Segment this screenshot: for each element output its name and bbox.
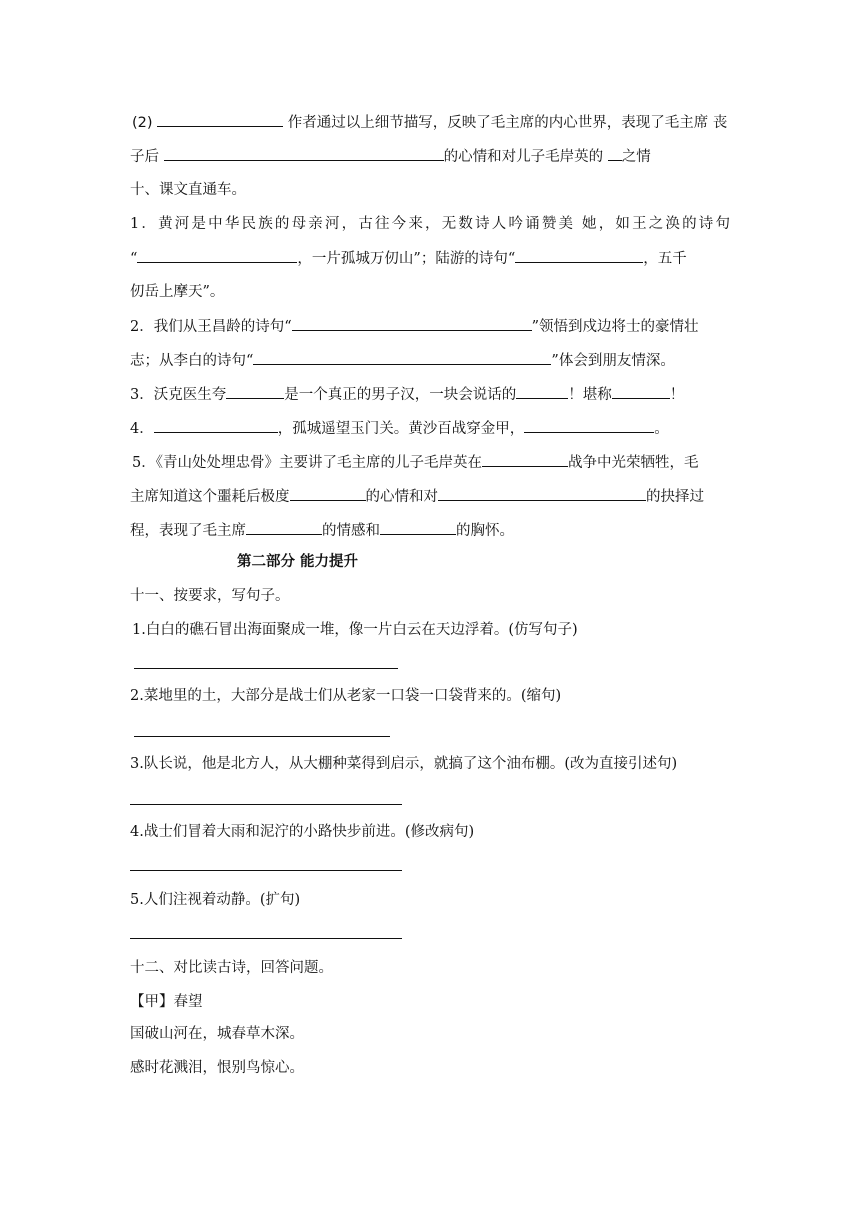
- s10-item2-text-2: ”领悟到戍边将士的豪情壮: [531, 319, 699, 335]
- q2-number: (2): [132, 115, 153, 131]
- s10-item5-text-2: 战争中光荣牺牲，毛: [567, 455, 699, 471]
- s10-item3-blank-3[interactable]: [612, 384, 670, 399]
- s10-item2-text-3: 志；从李白的诗句“: [130, 353, 254, 369]
- s10-item5-line3: [130, 520, 730, 541]
- s10-item4-blank-1[interactable]: [154, 418, 278, 433]
- s11-answer-line-4[interactable]: [130, 870, 402, 871]
- s11-answer-line-2[interactable]: [134, 736, 390, 737]
- s11-question-5: 5.人们注视着动静。(扩句): [130, 892, 301, 908]
- q2-text-2: 子后: [130, 149, 159, 165]
- s11-question-1: 1.白白的礁石冒出海面聚成一堆，像一片白云在天边浮着。(仿写句子): [132, 622, 578, 638]
- s10-item3-text-2: 是一个真正的男子汉，一块会说话的: [284, 387, 517, 403]
- s10-item5-text-8: 的胸怀。: [456, 523, 514, 539]
- s10-item4-text-2: ，孤城遥望玉门关。黄沙百战穿金甲，: [277, 421, 525, 437]
- q2-text-3: 的心情和对儿子毛岸英的: [443, 149, 604, 165]
- s10-item3-line: [130, 384, 730, 405]
- q2-blank-2[interactable]: [164, 146, 444, 161]
- s10-item5-blank-2[interactable]: [290, 486, 366, 501]
- s10-item1-blank-2[interactable]: [515, 248, 643, 263]
- s10-item1-quote-open: “: [130, 251, 138, 267]
- s10-item1-line3: 仞岳上摩天”。: [130, 284, 225, 300]
- s10-item5-text-1: 5．《青山处处埋忠骨》主要讲了毛主席的儿子毛岸英在: [132, 455, 482, 471]
- s10-item5-blank-3[interactable]: [438, 486, 646, 501]
- s10-item5-blank-4[interactable]: [246, 520, 322, 535]
- s10-item2-text-4: ”体会到朋友情深。: [551, 353, 675, 369]
- s10-item2-text-1: 2．我们从王昌龄的诗句“: [130, 319, 292, 335]
- s11-answer-line-3[interactable]: [130, 804, 402, 805]
- q2-blank-1[interactable]: [157, 112, 283, 127]
- section-12-title: 十二、对比读古诗，回答问题。: [130, 960, 333, 976]
- s10-item2-line2: [130, 350, 730, 371]
- s10-item3-blank-2[interactable]: [516, 384, 568, 399]
- poem-line-1: 国破山河在，城春草木深。: [130, 1026, 304, 1042]
- s11-answer-line-1[interactable]: [134, 668, 398, 669]
- section-11-title: 十一、按要求，写句子。: [130, 588, 290, 604]
- s10-item3-text-3: ！堪称: [568, 387, 612, 403]
- s10-item4-blank-2[interactable]: [524, 418, 654, 433]
- s10-item5-blank-5[interactable]: [380, 520, 456, 535]
- s10-item1-line2: [130, 248, 730, 269]
- s11-answer-line-5[interactable]: [130, 938, 402, 939]
- section-10-title: 十、课文直通车。: [130, 182, 246, 198]
- s10-item1-line1: 1．黄河是中华民族的母亲河，古往今来，无数诗人吟诵赞美 她，如王之涣的诗句: [130, 216, 730, 232]
- q2-text-1: 作者通过以上细节描写，反映了毛主席的内心世界，表现了毛主席 丧: [287, 115, 728, 131]
- q2-line-2: [130, 146, 730, 167]
- s10-item3-text-4: ！: [669, 387, 685, 403]
- s10-item1-blank-1[interactable]: [137, 248, 297, 263]
- s10-item5-text-5: 的抉择过: [646, 489, 704, 505]
- q2-line-1: [132, 112, 732, 133]
- s11-question-4: 4.战士们冒着大雨和泥泞的小路快步前进。(修改病句): [130, 824, 475, 840]
- q2-blank-3[interactable]: [608, 146, 622, 161]
- s10-item1-text-2: ，一片孤城万仞山”；陆游的诗句“: [297, 251, 516, 267]
- q2-text-4: 之情: [621, 149, 651, 165]
- s10-item2-blank-2[interactable]: [253, 350, 551, 365]
- s10-item5-text-4: 的心情和对: [365, 489, 438, 505]
- poem-line-2: 感时花溅泪，恨别鸟惊心。: [130, 1060, 304, 1076]
- s10-item5-line1: [132, 452, 732, 473]
- s10-item3-text-1: 3．沃克医生夸: [130, 387, 227, 403]
- s10-item4-line: [130, 418, 730, 439]
- s10-item5-text-7: 的情感和: [322, 523, 380, 539]
- part-2-heading: 第二部分 能力提升: [237, 554, 359, 570]
- s10-item5-text-3: 主席知道这个噩耗后极度: [130, 489, 290, 505]
- s11-question-3: 3.队长说，他是北方人，从大棚种菜得到启示，就搞了这个油布棚。(改为直接引述句): [130, 756, 678, 772]
- s10-item2-blank-1[interactable]: [292, 316, 532, 331]
- s10-item4-text-1: 4．: [130, 421, 154, 437]
- s10-item5-line2: [130, 486, 730, 507]
- s10-item4-text-3: 。: [654, 421, 669, 437]
- s10-item1-text-3: ，五千: [643, 251, 687, 267]
- poem-label: 【甲】春望: [130, 994, 203, 1010]
- s10-item5-text-6: 程，表现了毛主席: [130, 523, 246, 539]
- s10-item2-line1: [130, 316, 730, 337]
- s11-question-2: 2.菜地里的土，大部分是战士们从老家一口袋一口袋背来的。(缩句): [130, 688, 562, 704]
- s10-item5-blank-1[interactable]: [482, 452, 568, 467]
- s10-item3-blank-1[interactable]: [226, 384, 284, 399]
